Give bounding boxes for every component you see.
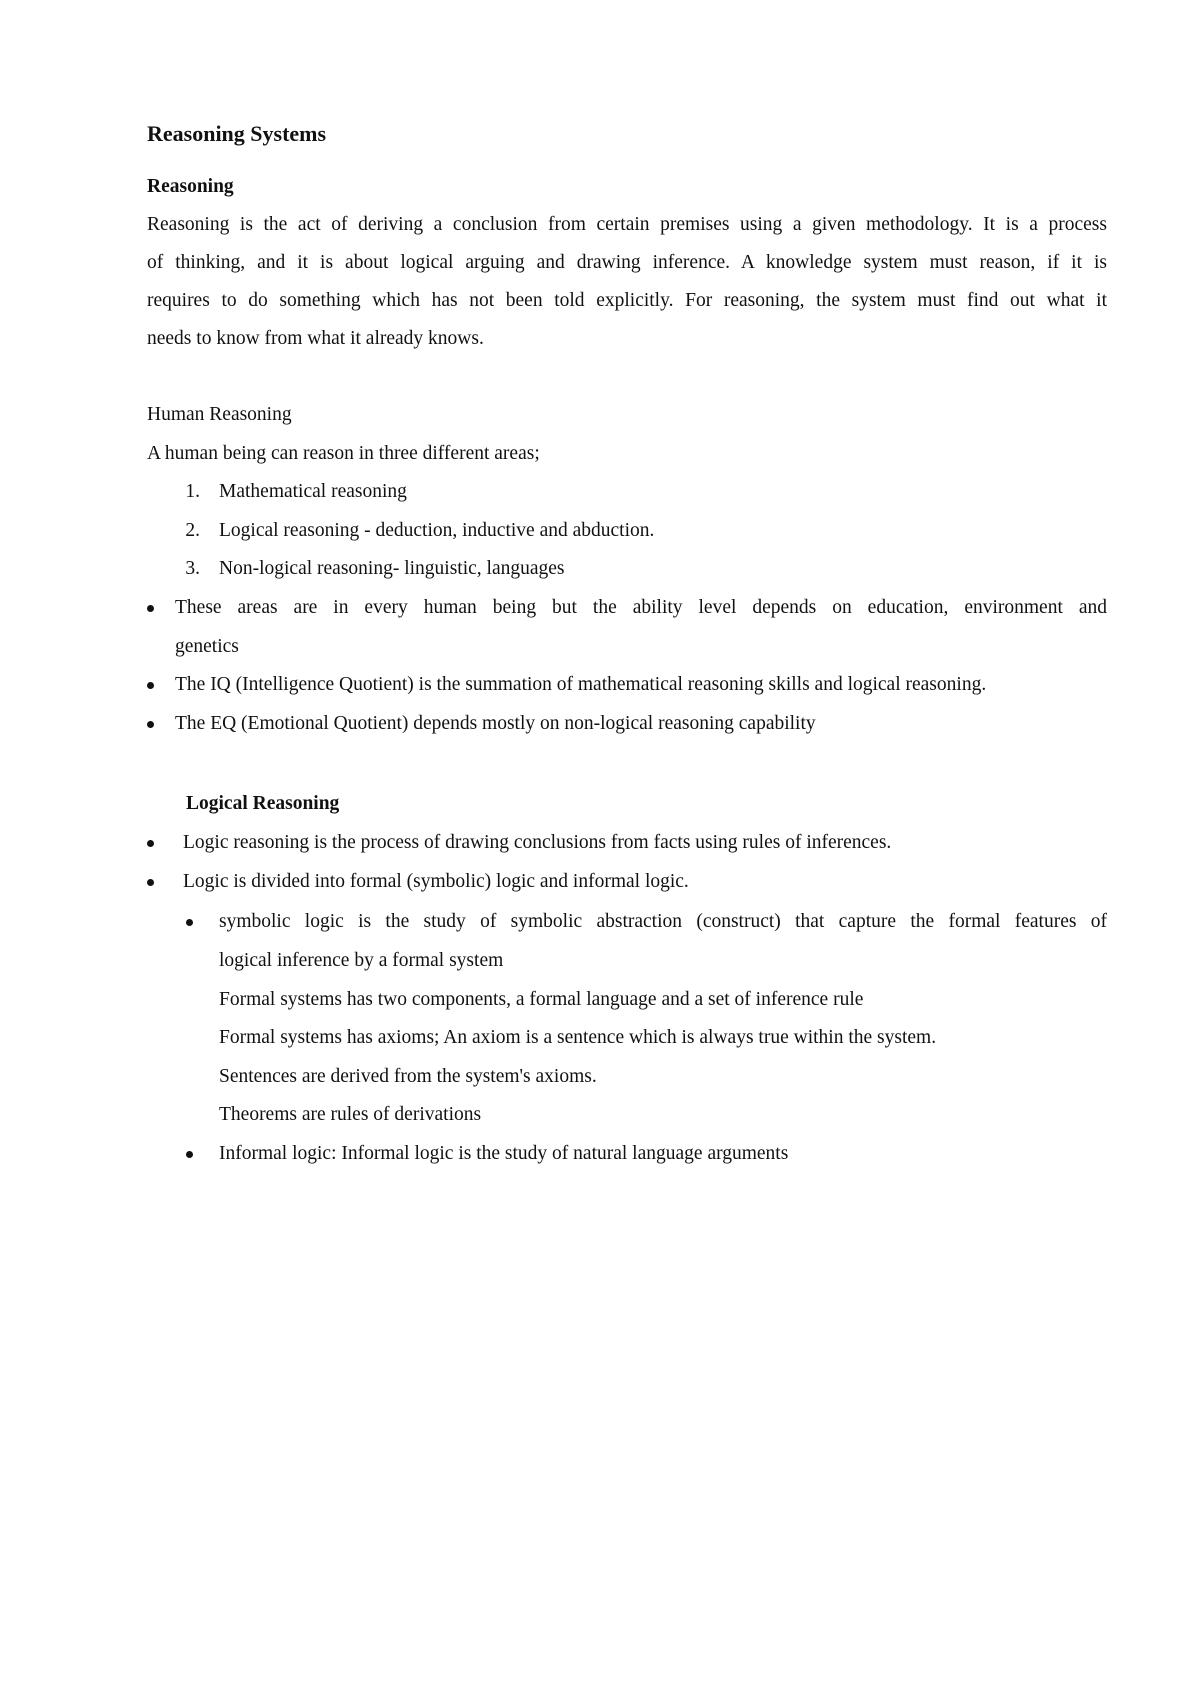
section-heading-reasoning: Reasoning (147, 176, 234, 197)
reasoning-paragraph-line-2: of thinking, and it is about logical arguing and drawing inference. A knowledge system must reason, if it is (147, 252, 1107, 273)
section-heading-logical-reasoning: Logical Reasoning (186, 793, 340, 814)
bullet-text-line-1: These areas are in every human being but the ability level depends on education, environment and (175, 597, 1107, 618)
human-reasoning-intro: A human being can reason in three different areas; (147, 443, 540, 464)
document-title: Reasoning Systems (147, 121, 327, 146)
bullet-icon (147, 682, 154, 689)
numbered-item-marker: 1. (185, 481, 200, 502)
bullet-text: Logic is divided into formal (symbolic) logic and informal logic. (183, 871, 689, 892)
bullet-icon (147, 605, 154, 612)
bullet-icon (147, 840, 154, 847)
sub-bullet-text-line-1: symbolic logic is the study of symbolic abstraction (construct) that capture the formal features of (219, 911, 1107, 932)
numbered-item-text: Logical reasoning - deduction, inductive and abduction. (219, 520, 655, 541)
bullet-text: Logic reasoning is the process of drawing conclusions from facts using rules of inferences. (183, 832, 892, 853)
numbered-item-text: Mathematical reasoning (219, 481, 407, 502)
continuation-line: Formal systems has two components, a formal language and a set of inference rule (219, 989, 864, 1010)
section-heading-human-reasoning: Human Reasoning (147, 404, 292, 425)
sub-bullet-icon (186, 919, 193, 926)
continuation-line: Theorems are rules of derivations (219, 1104, 482, 1125)
numbered-item-marker: 2. (185, 520, 200, 541)
reasoning-paragraph-line-1: Reasoning is the act of deriving a conclusion from certain premises using a given methodology. It is a process (147, 214, 1107, 235)
continuation-line: Formal systems has axioms; An axiom is a sentence which is always true within the system. (219, 1027, 937, 1048)
sub-bullet-text-line-2: logical inference by a formal system (219, 950, 504, 971)
bullet-text: The IQ (Intelligence Quotient) is the summation of mathematical reasoning skills and logical reasoning. (175, 674, 987, 695)
reasoning-paragraph-line-3: requires to do something which has not been told explicitly. For reasoning, the system must find out what it (147, 290, 1107, 311)
reasoning-paragraph-line-4: needs to know from what it already knows. (147, 328, 484, 349)
sub-bullet-icon (186, 1151, 193, 1158)
numbered-item-text: Non-logical reasoning- linguistic, languages (219, 558, 565, 579)
bullet-icon (147, 879, 154, 886)
continuation-line: Sentences are derived from the system's axioms. (219, 1066, 597, 1087)
bullet-icon (147, 721, 154, 728)
bullet-text-line-2: genetics (175, 636, 239, 657)
sub-bullet-text: Informal logic: Informal logic is the study of natural language arguments (219, 1143, 789, 1164)
numbered-item-marker: 3. (185, 558, 200, 579)
bullet-text: The EQ (Emotional Quotient) depends mostly on non-logical reasoning capability (175, 713, 816, 734)
